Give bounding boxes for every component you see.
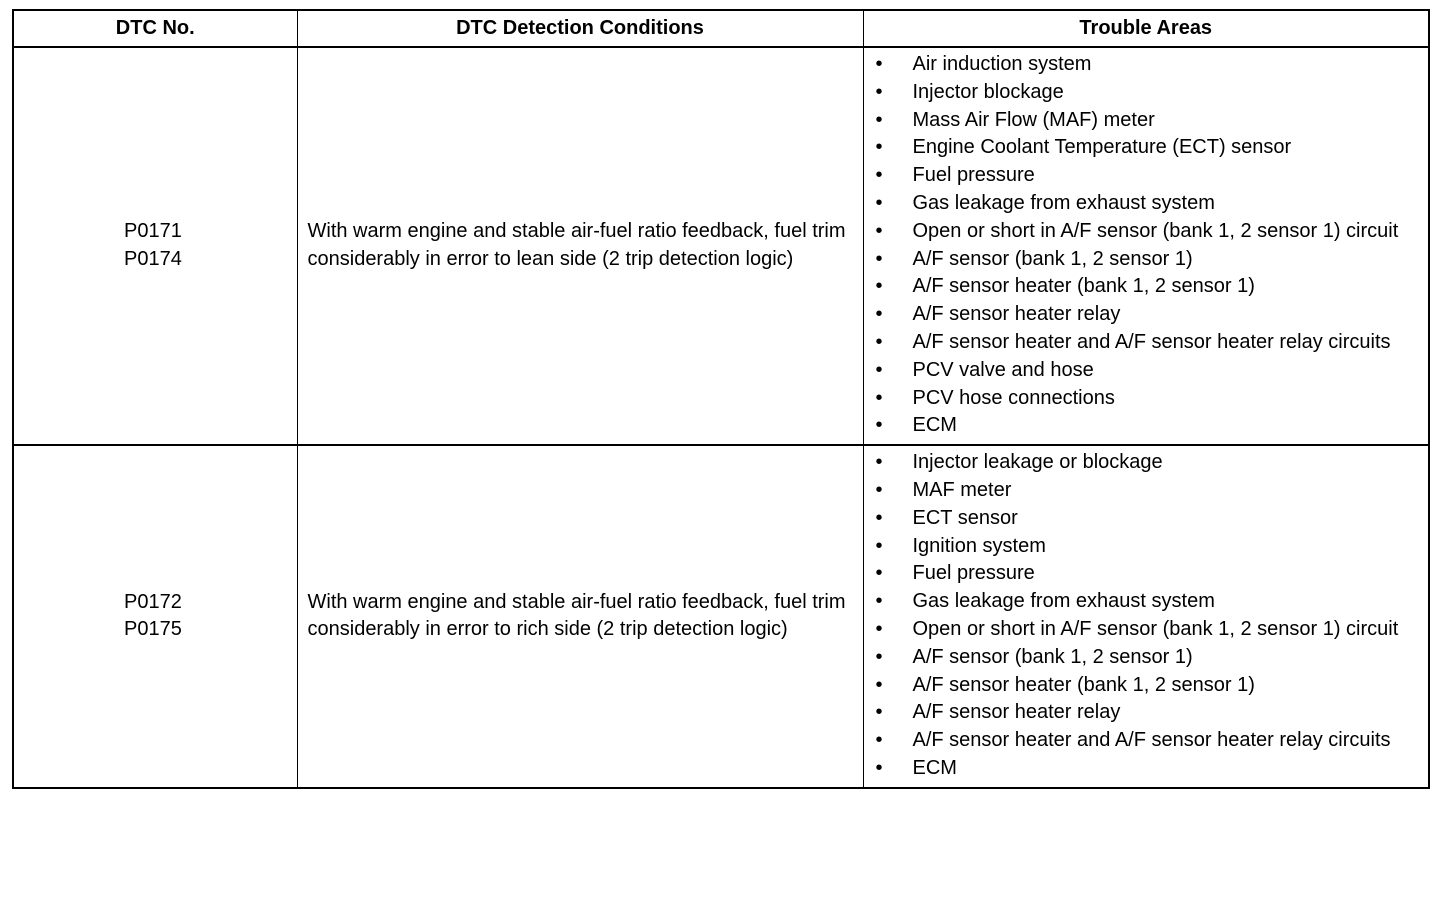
bullet-icon: • — [875, 617, 883, 640]
trouble-area-text: A/F sensor heater relay — [912, 701, 1121, 724]
header-trouble-areas: Trouble Areas — [863, 10, 1429, 47]
trouble-areas-cell — [863, 47, 1429, 445]
list-item — [864, 329, 1429, 357]
list-item — [864, 560, 1429, 588]
bullet-icon: • — [875, 451, 883, 474]
table-row — [13, 445, 1429, 788]
dtc-code: P0175 — [124, 618, 182, 641]
trouble-area-text: A/F sensor (bank 1, 2 sensor 1) — [912, 645, 1193, 668]
list-item — [864, 699, 1429, 727]
list-item — [864, 79, 1429, 107]
list-item — [864, 477, 1429, 505]
dtc-codes-cell — [13, 445, 297, 788]
detection-condition-cell: With warm engine and stable air-fuel ratio feedback, fuel trim considerably in error to rich side (2 trip detection logic) — [297, 445, 863, 788]
bullet-icon: • — [875, 386, 883, 409]
trouble-area-text: PCV hose connections — [912, 386, 1115, 409]
trouble-area-text: Fuel pressure — [912, 562, 1035, 585]
list-item — [864, 162, 1429, 190]
bullet-icon: • — [875, 303, 883, 326]
bullet-icon: • — [875, 562, 883, 585]
bullet-icon: • — [875, 478, 883, 501]
header-dtc-no: DTC No. — [13, 10, 297, 47]
bullet-icon: • — [875, 136, 883, 159]
trouble-area-text: Gas leakage from exhaust system — [912, 191, 1215, 214]
trouble-area-text: Engine Coolant Temperature (ECT) sensor — [912, 136, 1292, 159]
bullet-icon: • — [875, 191, 883, 214]
list-item — [864, 134, 1429, 162]
trouble-area-text: Mass Air Flow (MAF) meter — [912, 108, 1155, 131]
list-item — [864, 412, 1429, 440]
trouble-area-text: PCV valve and hose — [912, 358, 1094, 381]
bullet-icon: • — [875, 80, 883, 103]
trouble-areas-list — [864, 449, 1429, 783]
trouble-area-text: ECM — [912, 756, 957, 779]
trouble-area-text: Open or short in A/F sensor (bank 1, 2 sensor 1) circuit — [912, 617, 1399, 640]
list-item — [864, 616, 1429, 644]
bullet-icon: • — [875, 108, 883, 131]
trouble-area-text: A/F sensor heater (bank 1, 2 sensor 1) — [912, 673, 1255, 696]
trouble-area-text: Injector blockage — [912, 80, 1064, 103]
bullet-icon: • — [875, 701, 883, 724]
bullet-icon: • — [875, 219, 883, 242]
trouble-area-text: A/F sensor (bank 1, 2 sensor 1) — [912, 247, 1193, 270]
dtc-code: P0172 — [124, 590, 182, 613]
trouble-area-text: A/F sensor heater and A/F sensor heater relay circuits — [912, 729, 1391, 752]
bullet-icon: • — [875, 534, 883, 557]
dtc-code: P0171 — [124, 220, 182, 243]
trouble-area-text: Fuel pressure — [912, 164, 1035, 187]
list-item — [864, 505, 1429, 533]
dtc-codes-cell — [13, 47, 297, 445]
bullet-icon: • — [875, 506, 883, 529]
list-item — [864, 218, 1429, 246]
bullet-icon: • — [875, 590, 883, 613]
bullet-icon: • — [875, 164, 883, 187]
header-detection-conditions: DTC Detection Conditions — [297, 10, 863, 47]
trouble-area-text: Gas leakage from exhaust system — [912, 590, 1215, 613]
trouble-areas-cell — [863, 445, 1429, 788]
trouble-area-text: ECM — [912, 414, 957, 437]
list-item — [864, 449, 1429, 477]
bullet-icon: • — [875, 53, 883, 75]
bullet-icon: • — [875, 756, 883, 779]
bullet-icon: • — [875, 275, 883, 298]
trouble-areas-list — [864, 51, 1429, 440]
list-item — [864, 588, 1429, 616]
detection-condition-cell: With warm engine and stable air-fuel ratio feedback, fuel trim considerably in error to lean side (2 trip detection logic) — [297, 47, 863, 445]
list-item — [864, 385, 1429, 413]
bullet-icon: • — [875, 673, 883, 696]
list-item — [864, 533, 1429, 561]
bullet-icon: • — [875, 729, 883, 752]
trouble-area-text: ECT sensor — [912, 506, 1018, 529]
list-item — [864, 644, 1429, 672]
dtc-table — [12, 9, 1430, 789]
bullet-icon: • — [875, 645, 883, 668]
trouble-area-text: Injector leakage or blockage — [912, 451, 1163, 474]
bullet-icon: • — [875, 330, 883, 353]
list-item — [864, 190, 1429, 218]
list-item — [864, 672, 1429, 700]
table-row — [13, 47, 1429, 445]
list-item — [864, 357, 1429, 385]
dtc-code: P0174 — [124, 248, 182, 271]
bullet-icon: • — [875, 414, 883, 437]
list-item — [864, 246, 1429, 274]
list-item — [864, 51, 1429, 79]
list-item — [864, 107, 1429, 135]
trouble-area-text: A/F sensor heater and A/F sensor heater relay circuits — [912, 330, 1391, 353]
list-item — [864, 273, 1429, 301]
trouble-area-text: Air induction system — [912, 53, 1092, 75]
bullet-icon: • — [875, 247, 883, 270]
trouble-area-text: A/F sensor heater relay — [912, 303, 1121, 326]
list-item — [864, 727, 1429, 755]
list-item — [864, 301, 1429, 329]
trouble-area-text: MAF meter — [912, 478, 1012, 501]
trouble-area-text: Open or short in A/F sensor (bank 1, 2 sensor 1) circuit — [912, 219, 1399, 242]
trouble-area-text: Ignition system — [912, 534, 1046, 557]
header-row — [13, 10, 1429, 47]
trouble-area-text: A/F sensor heater (bank 1, 2 sensor 1) — [912, 275, 1255, 298]
bullet-icon: • — [875, 358, 883, 381]
list-item — [864, 755, 1429, 783]
